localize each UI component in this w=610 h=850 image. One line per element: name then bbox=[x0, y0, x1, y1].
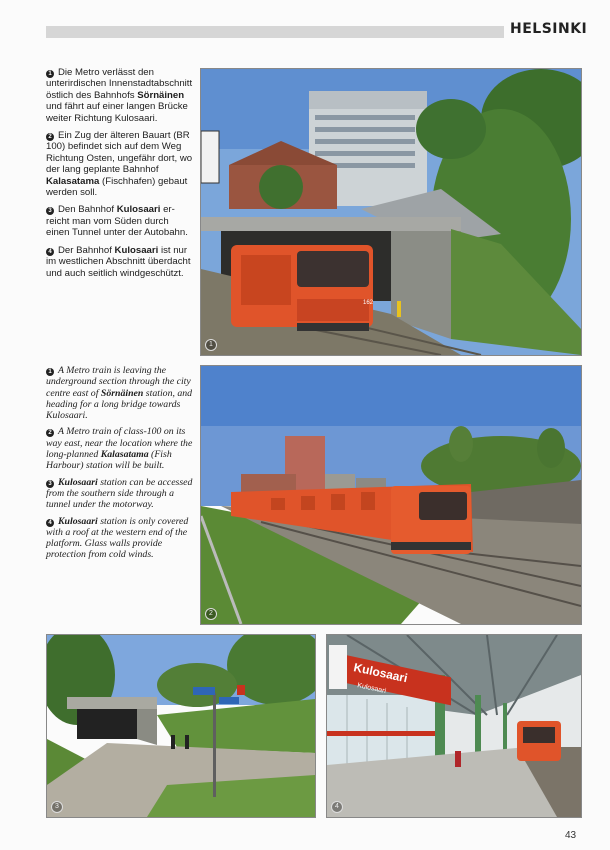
caption-station-name: Kalasatama bbox=[100, 449, 149, 461]
caption-text: (Fish Harbour) station will be built. bbox=[46, 449, 172, 472]
caption-text: Den Bahnhof bbox=[58, 204, 117, 216]
german-caption-1 bbox=[46, 67, 194, 124]
train-number-label: 162 bbox=[363, 300, 374, 306]
caption-number-marker: 2 bbox=[46, 429, 54, 437]
caption-text: Die Metro verlässt den unterirdischen Innenstadtabschnitt östlich des Bahnhofs bbox=[46, 67, 193, 101]
german-caption-4 bbox=[46, 245, 194, 279]
caption-text: Der Bahnhof bbox=[58, 244, 115, 256]
caption-text: Ein Zug der älteren Bauart (BR 100) befindet sich auf dem Weg Richtung Osten, ungefähr dort, wo der lang geplante Bahnhof bbox=[46, 130, 193, 176]
photo-class-100-train bbox=[200, 365, 582, 625]
photo-number-badge: 4 bbox=[331, 801, 343, 813]
caption-text: und fährt auf einer langen Brücke weiter Richtung Kulosaari. bbox=[46, 101, 188, 124]
german-caption-3 bbox=[46, 204, 194, 238]
station-sign-text: Kulosaari bbox=[352, 660, 409, 686]
caption-station-name: Kulosaari bbox=[58, 476, 98, 488]
english-caption-4 bbox=[46, 516, 194, 561]
photo-number-badge: 3 bbox=[51, 801, 63, 813]
caption-text: A Metro train is leaving the underground section through the city centre east of bbox=[46, 365, 191, 399]
caption-text: station, and heading for a long bridge towards Kulosaari. bbox=[46, 387, 193, 422]
caption-station-name: Sörnäinen bbox=[137, 89, 185, 101]
caption-text: (Fischhafen) gebaut werden soll. bbox=[46, 175, 188, 199]
caption-number-marker: 1 bbox=[46, 368, 54, 376]
photo-metro-leaving-tunnel bbox=[200, 68, 582, 356]
german-captions bbox=[46, 67, 194, 285]
header-bar bbox=[46, 26, 504, 38]
photo-kulosaari-tunnel-access bbox=[46, 634, 316, 818]
page-number: 43 bbox=[565, 830, 577, 841]
caption-station-name: Kulosaari bbox=[114, 244, 159, 256]
english-caption-1 bbox=[46, 365, 194, 421]
caption-text: ist nur im westlichen Abschnitt überdacht und auch seitlich windgeschützt. bbox=[46, 244, 191, 279]
caption-number-marker: 1 bbox=[46, 70, 54, 78]
caption-station-name: Kulosaari bbox=[58, 515, 98, 527]
caption-station-name: Kalasatama bbox=[46, 175, 100, 187]
caption-text: erreicht man vom Süden durch einen Tunnel unter der Autobahn. bbox=[46, 204, 188, 239]
page-header-title: HELSINKI bbox=[510, 21, 588, 37]
caption-text: A Metro train of class-100 on its way east, near the location where the long-planned bbox=[46, 426, 193, 461]
photo-number-badge: 1 bbox=[205, 339, 217, 351]
caption-text: station is only covered with a roof at the western end of the platform. Glass walls provide protection from cold winds. bbox=[46, 515, 189, 561]
caption-station-name: Sörnäinen bbox=[100, 387, 144, 399]
english-caption-3 bbox=[46, 477, 194, 511]
station-sign-subtext: Kulosaari bbox=[356, 682, 387, 696]
caption-number-marker: 3 bbox=[46, 207, 54, 215]
photo-number-badge: 2 bbox=[205, 608, 217, 620]
caption-number-marker: 2 bbox=[46, 133, 54, 141]
caption-number-marker: 3 bbox=[46, 480, 54, 488]
german-caption-2 bbox=[46, 130, 194, 198]
caption-number-marker: 4 bbox=[46, 519, 54, 527]
english-captions bbox=[46, 365, 194, 566]
caption-station-name: Kulosaari bbox=[116, 204, 161, 216]
caption-text: station can be accessed from the southern side through a tunnel under the motorway. bbox=[46, 476, 193, 511]
caption-number-marker: 4 bbox=[46, 248, 54, 256]
english-caption-2 bbox=[46, 426, 194, 471]
photo-kulosaari-platform bbox=[326, 634, 582, 818]
